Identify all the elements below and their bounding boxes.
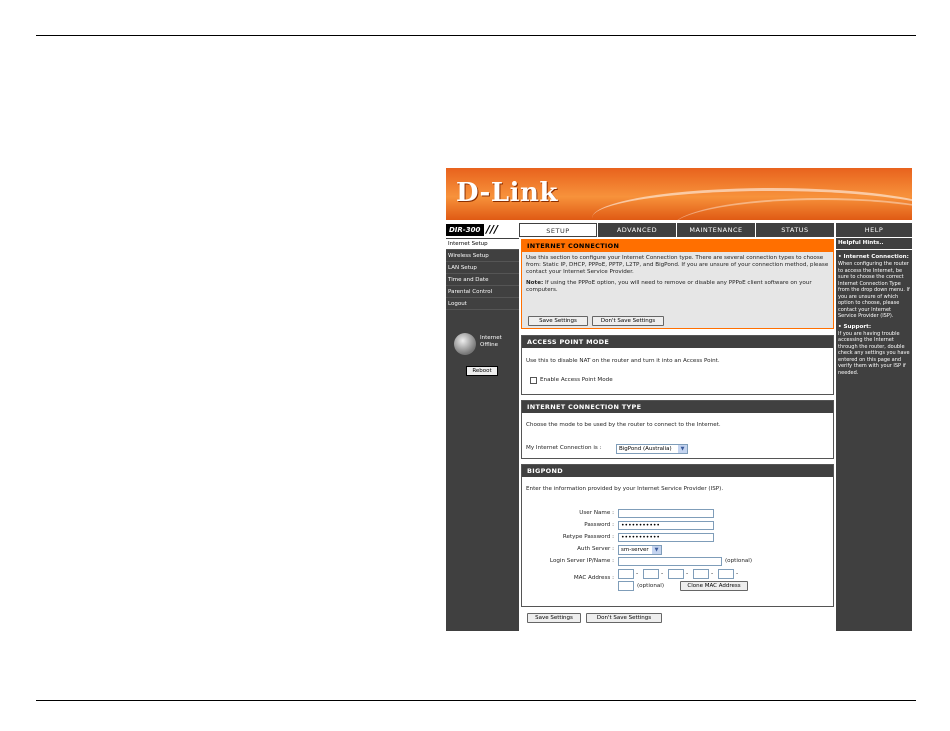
internet-connection-type-panel [521, 400, 834, 459]
connection-type-label: My Internet Connection is : [526, 445, 602, 451]
bigpond-description: Enter the information provided by your Internet Service Provider (ISP). [526, 486, 724, 492]
pppoe-note [522, 280, 833, 294]
hint-support-text: If you are having trouble accessing the Internet through the router, double check any settings you have entered on this page and verify them with your ISP if needed. [838, 330, 910, 376]
tab-status[interactable]: STATUS [756, 223, 834, 237]
access-point-description: Use this to disable NAT on the router and turn it into an Access Point. [526, 358, 720, 364]
bottom-save-settings-button[interactable]: Save Settings [527, 613, 581, 623]
status-line-internet: Internet [480, 335, 502, 341]
internet-connection-panel [521, 239, 834, 329]
internet-status [454, 333, 514, 359]
clone-mac-address-button[interactable]: Clone MAC Address [680, 581, 748, 591]
auth-server-select[interactable] [618, 545, 662, 555]
hint-internet-connection-title: • Internet Connection: [838, 254, 909, 260]
connection-type-select[interactable] [616, 444, 688, 454]
top-page-rule [36, 35, 916, 36]
login-server-optional: (optional) [725, 558, 753, 564]
sidebar-nav [446, 238, 519, 631]
mac-octet-5[interactable] [718, 569, 734, 579]
login-server-input[interactable] [618, 557, 722, 566]
sidebar-item-lan-setup[interactable]: LAN Setup [446, 263, 519, 274]
mac-separator: - [686, 570, 689, 577]
retype-password-input[interactable]: ••••••••••• [618, 533, 714, 542]
dlink-logo: D-Link [456, 178, 558, 208]
mac-octet-1[interactable] [618, 569, 634, 579]
tab-maintenance[interactable]: MAINTENANCE [677, 223, 755, 237]
user-name-label: User Name : [579, 510, 614, 516]
bigpond-title: BIGPOND [522, 465, 833, 477]
mac-optional: (optional) [637, 583, 665, 589]
dont-save-settings-button[interactable]: Don't Save Settings [592, 316, 664, 326]
connection-type-value: BigPond (Australia) [619, 446, 672, 452]
mac-address-label: MAC Address : [573, 575, 614, 581]
chevron-down-icon: ▼ [652, 546, 661, 554]
brand-banner [446, 168, 912, 220]
bottom-dont-save-settings-button[interactable]: Don't Save Settings [586, 613, 662, 623]
connection-type-description: Choose the mode to be used by the router to connect to the Internet. [526, 422, 721, 428]
sidebar-item-time-and-date[interactable]: Time and Date [446, 275, 519, 286]
help-title: Helpful Hints.. [836, 238, 912, 250]
note-label: Note: [526, 280, 544, 286]
top-tab-bar [446, 223, 912, 237]
user-name-input[interactable] [618, 509, 714, 518]
internet-connection-description: Use this section to configure your Internet Connection type. There are several connection types to choose from: Static IP, DHCP, PPPoE, PPTP, L2TP, and BigPond. If you are unsure of your connection method, please contact your Internet Service Provider. [526, 255, 829, 275]
mac-separator: - [636, 570, 639, 577]
bigpond-panel [521, 464, 834, 607]
mac-octet-3[interactable] [668, 569, 684, 579]
model-name: DIR-300 [446, 224, 484, 236]
sidebar-item-internet-setup[interactable]: Internet Setup [446, 239, 519, 250]
sidebar-item-logout[interactable]: Logout [446, 299, 519, 310]
router-setup-window [446, 168, 912, 631]
main-content [521, 238, 835, 631]
mac-separator: - [661, 570, 664, 577]
tab-help[interactable]: HELP [836, 223, 912, 237]
retype-password-label: Retype Password : [562, 534, 614, 540]
sidebar-item-wireless-setup[interactable]: Wireless Setup [446, 251, 519, 262]
mac-separator: - [711, 570, 714, 577]
bottom-page-rule [36, 700, 916, 701]
mac-octet-2[interactable] [643, 569, 659, 579]
password-input[interactable]: ••••••••••• [618, 521, 714, 530]
auth-server-label: Auth Server : [577, 546, 614, 552]
globe-icon [454, 333, 476, 355]
chevron-down-icon: ▼ [678, 445, 687, 453]
hint-internet-connection-text: When configuring the router to access the Internet, be sure to choose the correct Internet Connection Type from the drop down menu. If you are unsure of which option to choose, please contact your Internet Service Provider (ISP). [838, 261, 910, 319]
reboot-button[interactable]: Reboot [466, 366, 498, 376]
help-panel [836, 238, 912, 631]
model-badge [446, 223, 516, 237]
login-server-label: Login Server IP/Name : [549, 558, 614, 564]
hint-support-title: • Support: [838, 323, 872, 330]
sidebar-item-parental-control[interactable]: Parental Control [446, 287, 519, 298]
model-slashes: /// [486, 223, 499, 236]
mac-octet-6[interactable] [618, 581, 634, 591]
enable-access-point-label: Enable Access Point Mode [540, 377, 613, 383]
access-point-mode-panel [521, 335, 834, 395]
note-text: If using the PPPoE option, you will need to remove or disable any PPPoE client software on your computers. [526, 280, 812, 293]
mac-octet-4[interactable] [693, 569, 709, 579]
save-settings-button[interactable]: Save Settings [528, 316, 588, 326]
tab-advanced[interactable]: ADVANCED [598, 223, 676, 237]
auth-server-value: sm-server [621, 547, 649, 553]
mac-separator: - [736, 570, 739, 577]
access-point-mode-title: ACCESS POINT MODE [522, 336, 833, 348]
internet-connection-type-title: INTERNET CONNECTION TYPE [522, 401, 833, 413]
internet-connection-title: INTERNET CONNECTION [522, 240, 833, 252]
password-label: Password : [584, 522, 614, 528]
internet-status-text [480, 335, 502, 349]
tab-setup[interactable]: SETUP [519, 223, 597, 237]
status-line-offline: Offline [480, 342, 499, 348]
